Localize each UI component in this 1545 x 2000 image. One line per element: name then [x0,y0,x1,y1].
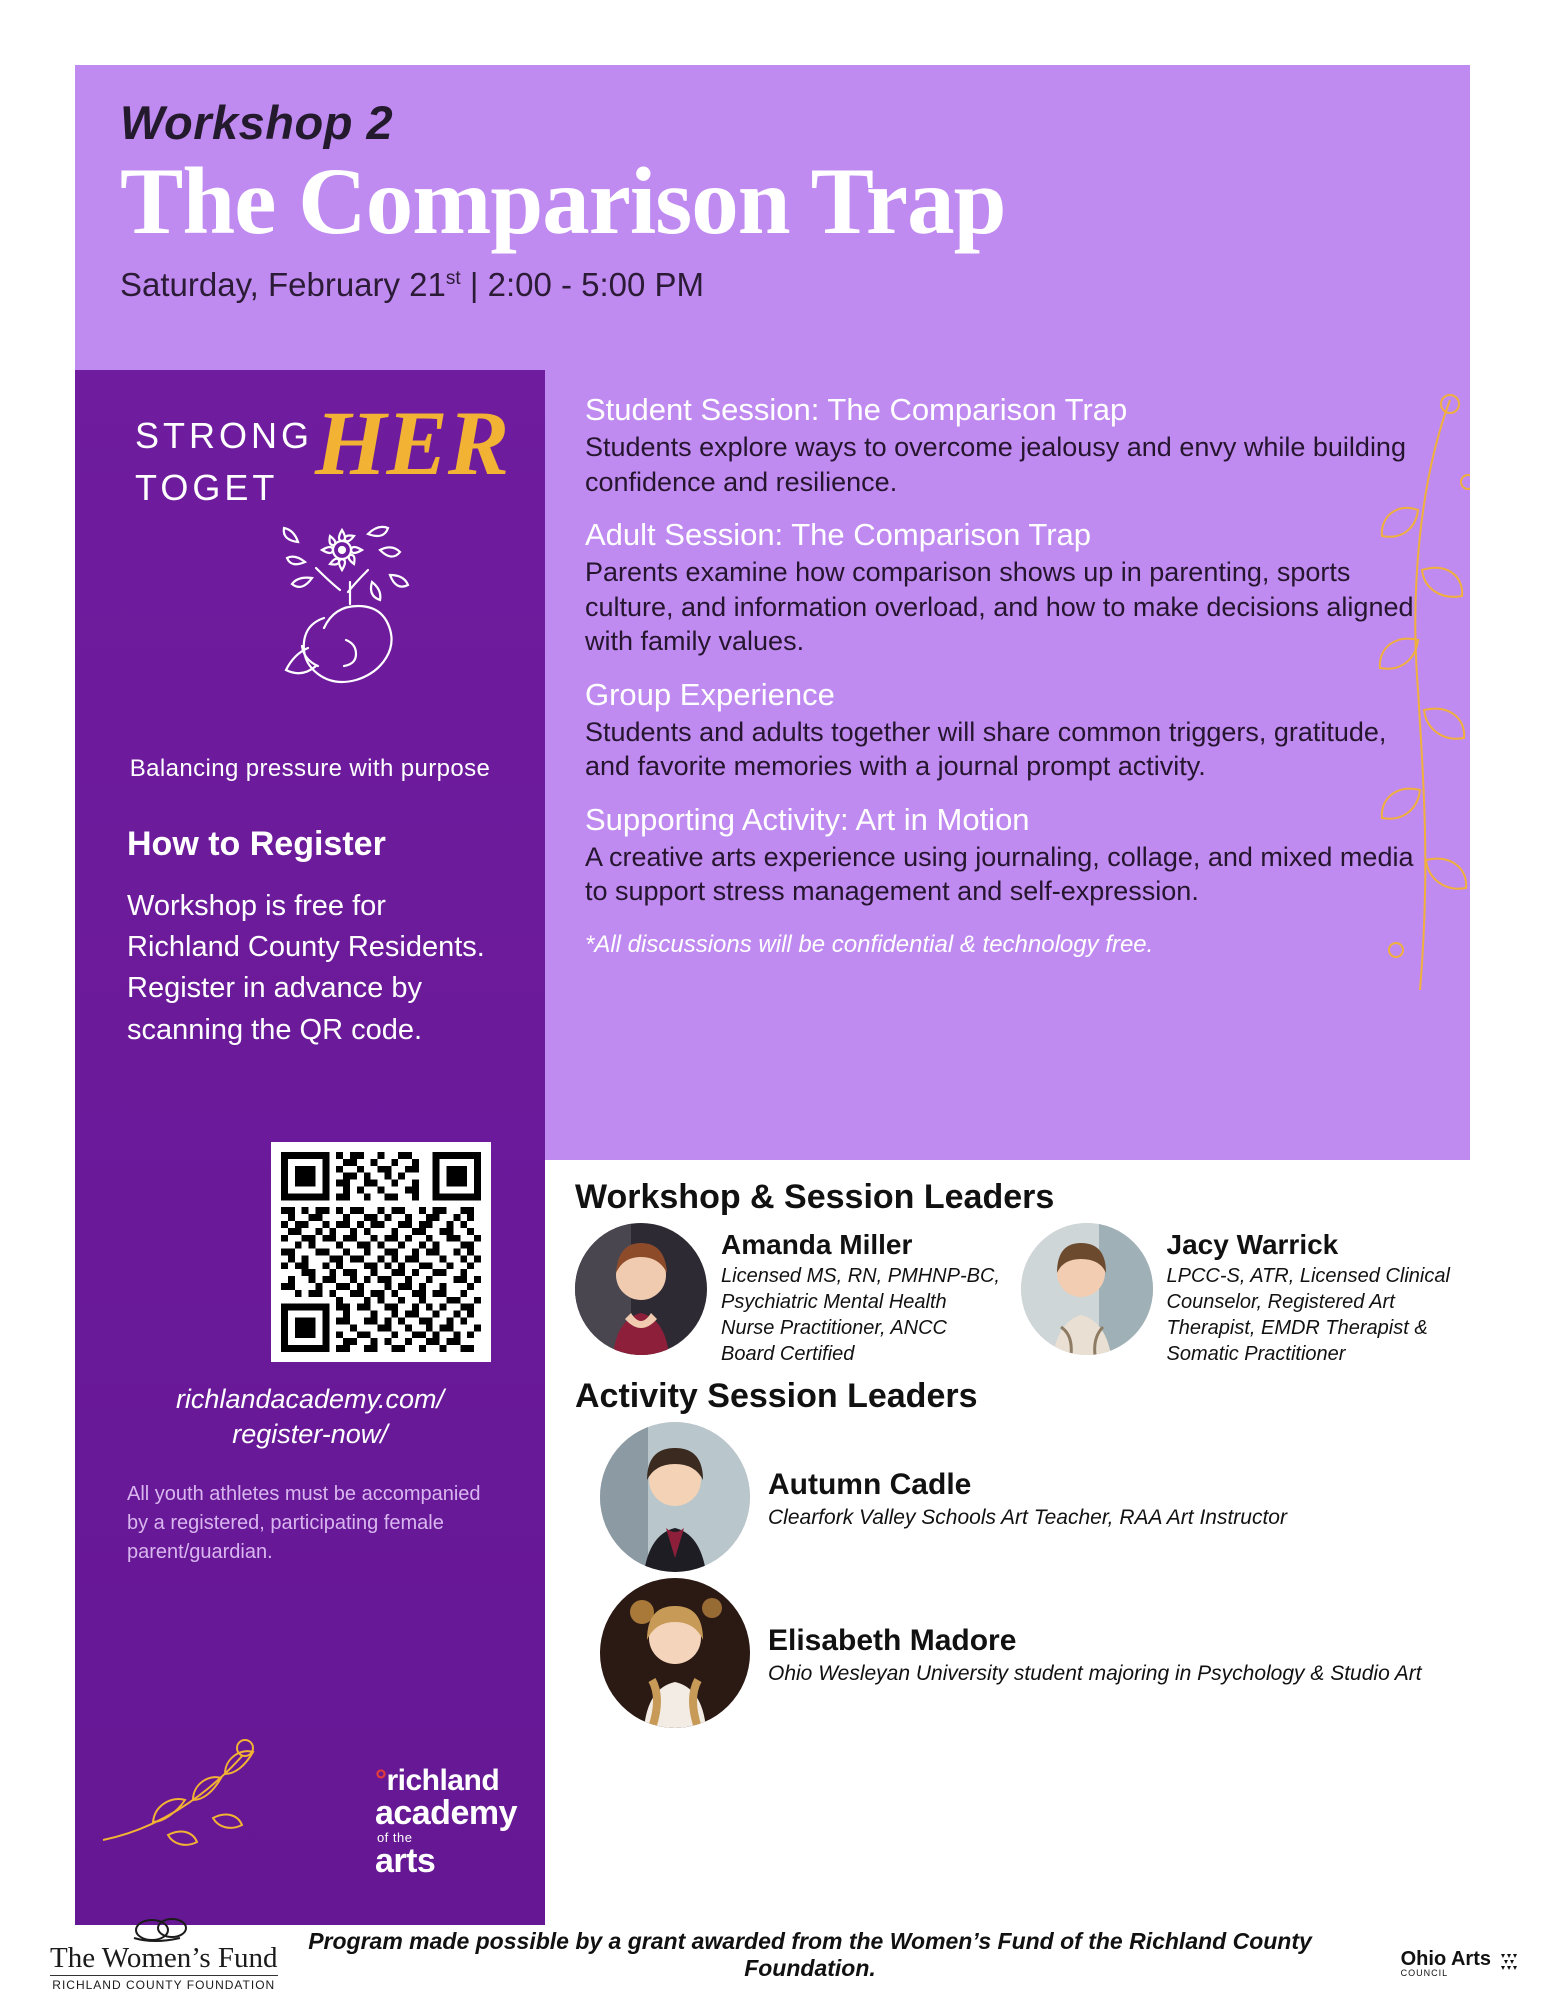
logo-line-2: TOGET [135,467,279,509]
oac-name: Ohio Arts [1400,1948,1491,1970]
registration-url-line2: register-now/ [232,1419,388,1450]
leader-amanda-miller [575,1223,1005,1367]
oac-text [1401,1949,1491,1978]
workshop-leaders-row [575,1223,1450,1367]
logo-text [135,410,313,514]
oac-sub: COUNCIL [1400,1968,1449,1978]
leader-name: Amanda Miller [721,1229,913,1260]
workshop-label: Workshop 2 [120,96,394,149]
session-heading: Adult Session: The Comparison Trap [585,517,1092,553]
flower-face-icon [250,520,450,715]
session-supporting-activity [585,802,1430,909]
confidentiality-note: *All discussions will be confidential & technology free. [585,930,1154,958]
session-group [585,677,1430,784]
gold-branch-decoration-left [93,1700,323,1855]
session-adult [585,517,1430,659]
richland-academy-logo [374,1763,517,1881]
event-date-prefix: Saturday, February 21 [120,265,446,303]
leader-info [768,1462,1287,1531]
leader-info [1167,1223,1451,1367]
event-time: | 2:00 - 5:00 PM [460,265,705,303]
left-sidebar [75,370,545,1925]
ohio-arts-council-logo [1401,1949,1523,1978]
workshop-leaders-heading: Workshop & Session Leaders [575,1178,1055,1216]
leader-credentials: Licensed MS, RN, PMHNP-BC, Psychiatric Mental Health Nurse Practitioner, ANCC Board Certified [721,1265,1000,1365]
leader-autumn-cadle [575,1422,1450,1572]
avatar [600,1422,750,1572]
session-heading: Student Session: The Comparison Trap [585,392,1128,427]
leader-info [721,1223,1005,1367]
session-body: Students explore ways to overcome jealousy and envy while building confidence and resilience. [585,432,1406,497]
leader-credentials: LPCC-S, ATR, Licensed Clinical Counselor, Registered Art Therapist, EMDR Therapist & Somatic Practitioner [1166,1265,1450,1365]
session-body: Students and adults together will share common triggers, gratitude, and favorite memories with a journal prompt activity. [585,716,1387,782]
leader-credentials: Clearfork Valley Schools Art Teacher, RAA Art Instructor [768,1506,1287,1530]
womens-fund-title: The Women’s Fund [50,1942,278,1974]
leader-name: Jacy Warrick [1166,1229,1339,1260]
event-datetime [120,266,1430,304]
avatar [600,1578,750,1728]
avatar [575,1223,707,1355]
poster-footer [0,1930,1545,2000]
grant-credit: Program made possible by a grant awarded from the Women’s Fund of the Richland County Foundation. [308,1928,1312,1981]
leader-jacy-warrick [1021,1223,1451,1367]
registration-url[interactable] [75,1382,545,1452]
session-body: A creative arts experience using journaling, collage, and mixed media to support stress management and self-expression. [585,841,1414,907]
leader-name: Autumn Cadle [768,1468,972,1502]
raa-logo-line3: of the [376,1830,413,1846]
raa-logo-line4: arts [374,1842,436,1881]
brand-tagline: Balancing pressure with purpose [129,755,491,782]
register-heading: How to Register [127,825,386,863]
activity-leaders-heading: Activity Session Leaders [575,1377,978,1415]
leader-credentials: Ohio Wesleyan University student majoring in Psychology & Studio Art [768,1662,1422,1686]
leaders-section [545,1160,1470,1925]
leader-elisabeth-madore [575,1578,1450,1728]
sessions-panel [545,370,1470,1160]
leader-info [768,1618,1422,1687]
session-student [585,392,1430,499]
oac-mark-icon [1497,1952,1523,1976]
raa-logo-line2: academy [374,1794,517,1833]
logo-her-script: HER [315,392,510,494]
logo-line-1: STRONG [135,415,314,456]
womens-fund-logo [50,1916,278,1992]
session-heading: Supporting Activity: Art in Motion [585,801,1030,837]
leader-name: Elisabeth Madore [768,1624,1017,1658]
qr-code[interactable] [271,1142,491,1362]
guardian-disclaimer: All youth athletes must be accompanied by a registered, participating female parent/guardian. [127,1483,481,1563]
womens-fund-subtitle: RICHLAND COUNTY FOUNDATION [50,1975,278,1992]
registration-url-line1: richlandacademy.com/ [175,1384,445,1414]
session-heading: Group Experience [585,676,835,712]
register-body: Workshop is free for Richland County Residents. Register in advance by scanning the QR code. [127,890,485,1046]
poster-header [75,65,1470,370]
page-title: The Comparison Trap [120,148,1006,254]
raa-logo-line1: °richland [374,1763,500,1797]
avatar [1021,1223,1153,1355]
poster [75,65,1470,1925]
strong-together-logo [75,370,545,790]
date-ordinal: st [445,267,461,289]
session-body: Parents examine how comparison shows up in parenting, sports culture, and information overload, and how to make decisions aligned with family values. [585,557,1414,657]
